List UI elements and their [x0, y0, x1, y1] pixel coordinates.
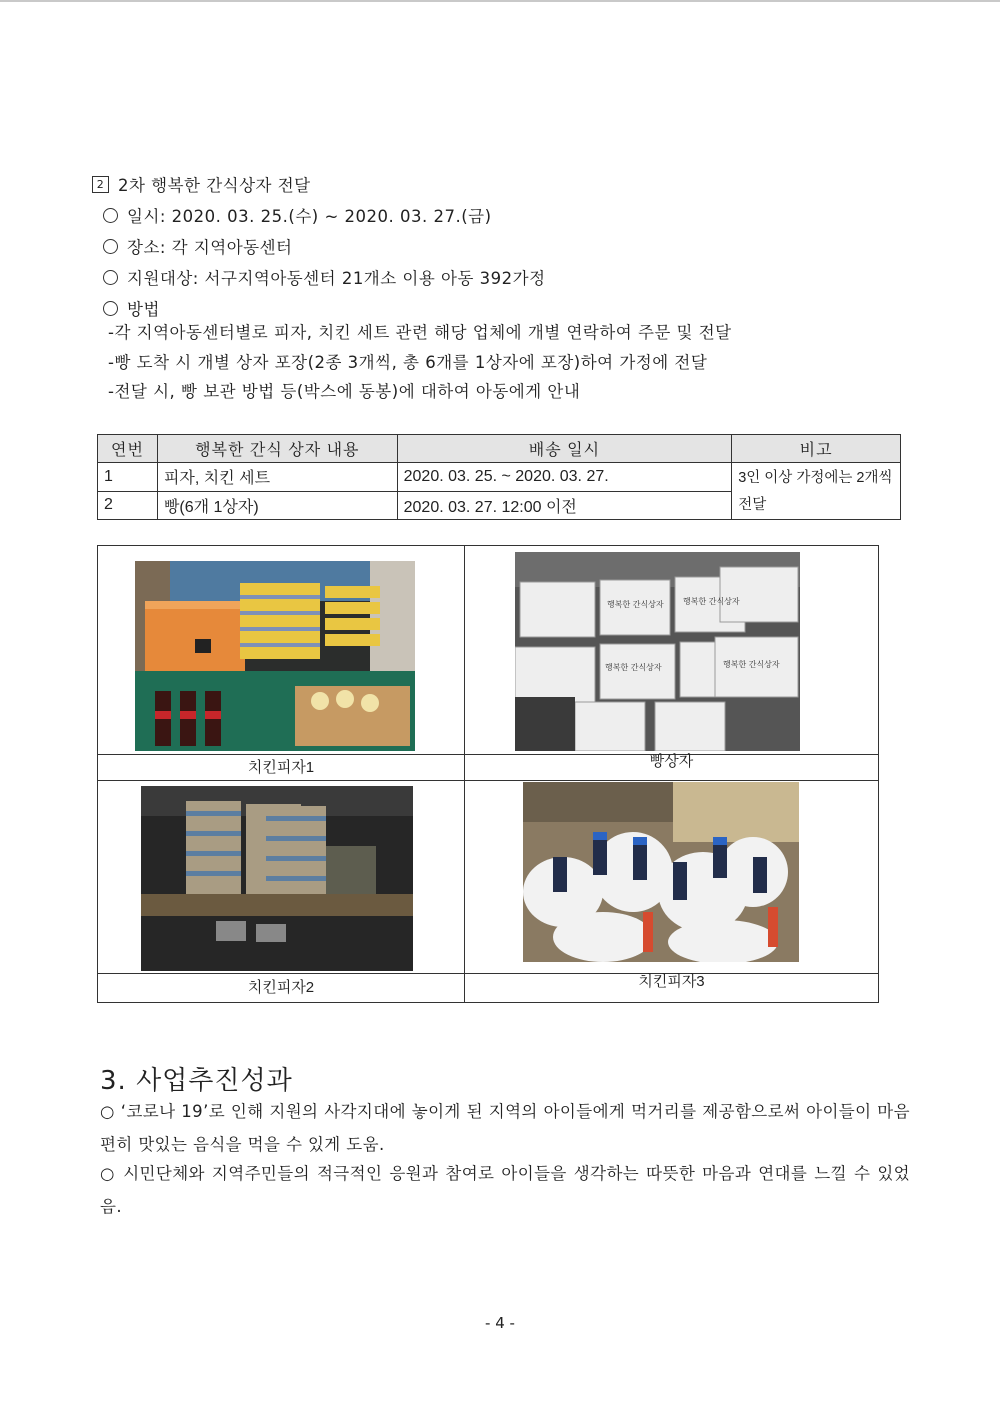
- table-header-row: [98, 435, 901, 463]
- method-item: -빵 도착 시 개별 상자 포장(2종 3개씩, 총 6개를 1상자에 포장)하여 가정에 전달: [108, 353, 708, 372]
- photo-chicken-pizza-3-image: [523, 782, 799, 962]
- photo-bread-box-image: [515, 552, 800, 751]
- header-remark: 비고: [732, 435, 901, 463]
- circle-bullet-icon: [103, 301, 118, 316]
- cell-no: 1: [98, 463, 158, 492]
- header-no: 연번: [98, 435, 158, 463]
- header-content: 행복한 간식 상자 내용: [157, 435, 397, 463]
- result-paragraph-1: ○ ‘코로나 19’로 인해 지원의 사각지대에 놓이게 된 지역의 아이들에게 먹거리를 제공함으로써 아이들이 마음 편히 맛있는 음식을 먹을 수 있게 도움.: [100, 1102, 910, 1154]
- method-item: -전달 시, 빵 보관 방법 등(박스에 동봉)에 대하여 아동에게 안내: [108, 382, 581, 401]
- header-delivery: 배송 일시: [397, 435, 732, 463]
- cell-no: 2: [98, 491, 158, 520]
- circle-bullet-icon: [103, 270, 118, 285]
- method-item: -각 지역아동센터별로 피자, 치킨 세트 관련 해당 업체에 개별 연락하여 주문 및 전달: [108, 323, 732, 342]
- delivery-schedule-table: [97, 434, 901, 520]
- photo-caption: 빵상자: [649, 753, 694, 770]
- cell-delivery: 2020. 03. 27. 12:00 이전: [397, 491, 732, 520]
- result-paragraph-2: ○ 시민단체와 지역주민들의 적극적인 응원과 참여로 아이들을 생각하는 따뜻한 마음과 연대를 느낄 수 있었음.: [100, 1164, 910, 1216]
- box-label: 행복한 간식상자: [605, 663, 662, 672]
- circle-bullet-icon: [103, 208, 118, 223]
- photo-chicken-pizza-1-image: [135, 561, 415, 751]
- photo-grid: [97, 545, 879, 1003]
- cell-content: 피자, 치킨 세트: [157, 463, 397, 492]
- cell-delivery: 2020. 03. 25. ~ 2020. 03. 27.: [397, 463, 732, 492]
- page-number: - 4 -: [485, 1314, 515, 1332]
- cell-content: 빵(6개 1상자): [157, 491, 397, 520]
- section-number-box: 2: [92, 176, 109, 193]
- photo-chicken-pizza-3: [523, 782, 799, 962]
- place-line: 장소: 각 지역아동센터: [103, 234, 293, 258]
- circle-bullet-icon: [103, 239, 118, 254]
- grid-divider: [464, 546, 465, 1002]
- photo-caption: 치킨피자1: [247, 759, 315, 776]
- method-line: 방법: [103, 296, 160, 320]
- box-label: 행복한 간식상자: [683, 597, 740, 606]
- photo-caption: 치킨피자2: [247, 979, 315, 996]
- table-row: [98, 463, 901, 492]
- section-heading: [92, 172, 311, 196]
- cell-remark: 3인 이상 가정에는 2개씩 전달: [732, 463, 901, 520]
- photo-caption: 치킨피자3: [638, 973, 705, 990]
- photo-chicken-pizza-2-image: [141, 786, 413, 971]
- section-3-title: 3. 사업추진성과: [100, 1066, 293, 1096]
- photo-chicken-pizza-1: [135, 561, 415, 751]
- grid-divider: [98, 780, 878, 781]
- box-label: 행복한 간식상자: [607, 600, 664, 609]
- photo-bread-box: [515, 552, 800, 751]
- box-label: 행복한 간식상자: [723, 660, 780, 669]
- date-line: 일시: 2020. 03. 25.(수) ~ 2020. 03. 27.(금): [103, 203, 492, 227]
- section-title: 2차 행복한 간식상자 전달: [118, 176, 311, 195]
- photo-chicken-pizza-2: [141, 786, 413, 971]
- scan-top-edge: [0, 0, 1000, 2]
- target-line: 지원대상: 서구지역아동센터 21개소 이용 아동 392가정: [103, 265, 546, 289]
